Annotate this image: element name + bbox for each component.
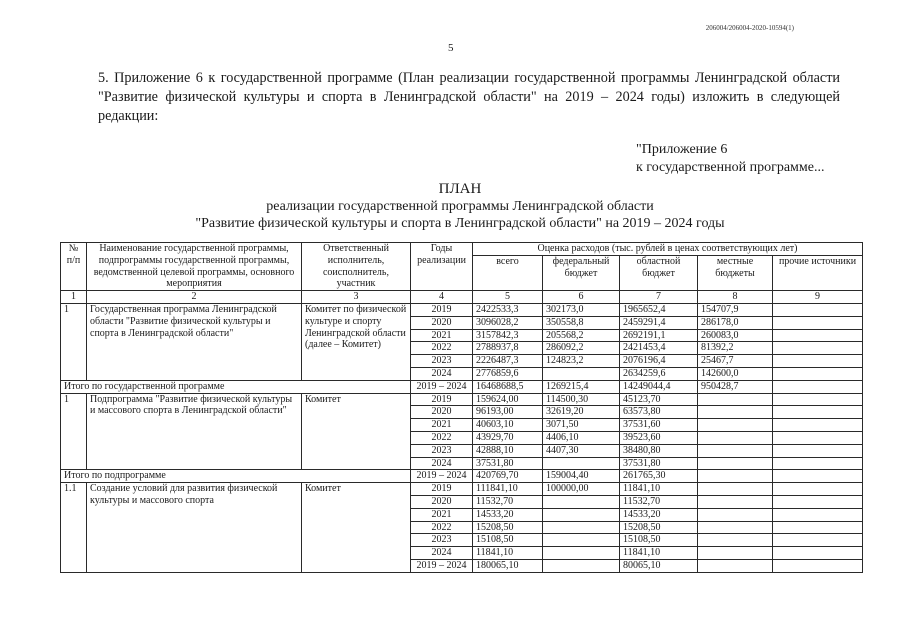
col-number: 1 xyxy=(61,291,87,304)
cell-local: 950428,7 xyxy=(698,380,773,393)
cell-other xyxy=(773,559,863,572)
cell-regional: 15208,50 xyxy=(620,521,698,534)
header-estimate: Оценка расходов (тыс. рублей в ценах соответствующих лет) xyxy=(473,243,863,256)
cell-local xyxy=(698,457,773,470)
cell-local xyxy=(698,393,773,406)
cell-total: 16468688,5 xyxy=(473,380,543,393)
cell-federal: 159004,40 xyxy=(543,470,620,483)
cell-regional: 14249044,4 xyxy=(620,380,698,393)
plan-table xyxy=(60,242,863,573)
row-executor: Комитет xyxy=(302,393,411,470)
cell-local xyxy=(698,444,773,457)
row-number: 1 xyxy=(61,303,87,380)
table-row xyxy=(61,393,863,406)
cell-federal: 286092,2 xyxy=(543,342,620,355)
cell-federal: 302173,0 xyxy=(543,303,620,316)
cell-federal xyxy=(543,508,620,521)
col-number: 7 xyxy=(620,291,698,304)
cell-total: 2226487,3 xyxy=(473,355,543,368)
cell-local: 286178,0 xyxy=(698,316,773,329)
cell-year: 2019 xyxy=(411,483,473,496)
cell-year: 2023 xyxy=(411,444,473,457)
cell-local: 260083,0 xyxy=(698,329,773,342)
cell-year: 2023 xyxy=(411,534,473,547)
cell-regional: 37531,60 xyxy=(620,419,698,432)
cell-total: 420769,70 xyxy=(473,470,543,483)
cell-regional: 11841,10 xyxy=(620,483,698,496)
cell-regional: 1965652,4 xyxy=(620,303,698,316)
cell-local: 142600,0 xyxy=(698,367,773,380)
cell-total: 180065,10 xyxy=(473,559,543,572)
header-local: местные бюджеты xyxy=(698,256,773,291)
cell-regional: 11841,10 xyxy=(620,547,698,560)
cell-local xyxy=(698,406,773,419)
table-row xyxy=(61,303,863,316)
plan-title-line-1: ПЛАН xyxy=(438,181,482,197)
cell-federal xyxy=(543,495,620,508)
cell-federal xyxy=(543,521,620,534)
cell-regional: 15108,50 xyxy=(620,534,698,547)
cell-federal: 124823,2 xyxy=(543,355,620,368)
cell-other xyxy=(773,483,863,496)
cell-regional: 2421453,4 xyxy=(620,342,698,355)
cell-local xyxy=(698,534,773,547)
cell-year: 2019 – 2024 xyxy=(411,470,473,483)
cell-year: 2022 xyxy=(411,342,473,355)
cell-local xyxy=(698,419,773,432)
cell-local: 154707,9 xyxy=(698,303,773,316)
column-number-row xyxy=(61,291,863,304)
cell-regional: 39523,60 xyxy=(620,431,698,444)
cell-regional: 14533,20 xyxy=(620,508,698,521)
plan-table-body xyxy=(61,303,863,572)
row-number: 1.1 xyxy=(61,483,87,573)
col-number: 3 xyxy=(302,291,411,304)
cell-other xyxy=(773,457,863,470)
header-num: № п/п xyxy=(61,243,87,291)
header-other: прочие источники xyxy=(773,256,863,291)
summary-row xyxy=(61,380,863,393)
header-years: Годы реализации xyxy=(411,243,473,291)
cell-total: 2776859,6 xyxy=(473,367,543,380)
col-number: 2 xyxy=(87,291,302,304)
cell-other xyxy=(773,329,863,342)
cell-total: 14533,20 xyxy=(473,508,543,521)
cell-other xyxy=(773,431,863,444)
cell-other xyxy=(773,393,863,406)
summary-label: Итого по подпрограмме xyxy=(61,470,411,483)
cell-year: 2021 xyxy=(411,508,473,521)
header-executor: Ответственный исполнитель, соисполнитель, участник xyxy=(302,243,411,291)
cell-regional: 37531,80 xyxy=(620,457,698,470)
row-name: Государственная программа Ленинградской области "Развитие физической культуры и спорта в Ленинградской области" xyxy=(87,303,302,380)
cell-year: 2021 xyxy=(411,329,473,342)
cell-regional: 80065,10 xyxy=(620,559,698,572)
cell-federal xyxy=(543,367,620,380)
cell-year: 2019 – 2024 xyxy=(411,380,473,393)
cell-other xyxy=(773,355,863,368)
cell-local xyxy=(698,483,773,496)
header-total: всего xyxy=(473,256,543,291)
cell-regional: 2692191,1 xyxy=(620,329,698,342)
row-name: Создание условий для развития физической культуры и массового спорта xyxy=(87,483,302,573)
cell-total: 2422533,3 xyxy=(473,303,543,316)
intro-paragraph xyxy=(62,69,840,126)
table-row xyxy=(61,483,863,496)
appendix-line-1: "Приложение 6 xyxy=(636,142,728,157)
cell-federal: 100000,00 xyxy=(543,483,620,496)
cell-total: 15108,50 xyxy=(473,534,543,547)
cell-total: 42888,10 xyxy=(473,444,543,457)
cell-total: 37531,80 xyxy=(473,457,543,470)
document-id: 206004/206004-2020-10594(1) xyxy=(705,24,794,32)
cell-other xyxy=(773,534,863,547)
cell-regional: 261765,30 xyxy=(620,470,698,483)
cell-total: 96193,00 xyxy=(473,406,543,419)
cell-year: 2019 – 2024 xyxy=(411,559,473,572)
header-row-1 xyxy=(61,243,863,256)
page-number: 5 xyxy=(448,42,454,54)
cell-year: 2024 xyxy=(411,457,473,470)
cell-total: 15208,50 xyxy=(473,521,543,534)
cell-total: 2788937,8 xyxy=(473,342,543,355)
header-name: Наименование государственной программы, подпрограммы государственной программы, ведомственной целевой программы, основного мероприятия xyxy=(87,243,302,291)
header-regional: областной бюджет xyxy=(620,256,698,291)
cell-year: 2020 xyxy=(411,495,473,508)
cell-other xyxy=(773,342,863,355)
col-number: 5 xyxy=(473,291,543,304)
plan-title-line-2: реализации государственной программы Ленинградской области xyxy=(266,199,654,214)
cell-local: 81392,2 xyxy=(698,342,773,355)
cell-other xyxy=(773,303,863,316)
cell-total: 43929,70 xyxy=(473,431,543,444)
cell-federal: 3071,50 xyxy=(543,419,620,432)
cell-local: 25467,7 xyxy=(698,355,773,368)
cell-federal: 4406,10 xyxy=(543,431,620,444)
cell-local xyxy=(698,521,773,534)
row-name: Подпрограмма "Развитие физической культуры и массового спорта в Ленинградской области" xyxy=(87,393,302,470)
cell-year: 2020 xyxy=(411,316,473,329)
appendix-reference xyxy=(636,141,824,177)
cell-year: 2024 xyxy=(411,547,473,560)
cell-federal: 1269215,4 xyxy=(543,380,620,393)
cell-other xyxy=(773,495,863,508)
cell-regional: 11532,70 xyxy=(620,495,698,508)
cell-federal: 4407,30 xyxy=(543,444,620,457)
cell-local xyxy=(698,559,773,572)
cell-regional: 2634259,6 xyxy=(620,367,698,380)
cell-regional: 63573,80 xyxy=(620,406,698,419)
summary-label: Итого по государственной программе xyxy=(61,380,411,393)
cell-federal: 32619,20 xyxy=(543,406,620,419)
row-executor: Комитет xyxy=(302,483,411,573)
cell-other xyxy=(773,470,863,483)
cell-year: 2019 xyxy=(411,393,473,406)
cell-federal xyxy=(543,547,620,560)
cell-year: 2023 xyxy=(411,355,473,368)
cell-regional: 38480,80 xyxy=(620,444,698,457)
cell-year: 2019 xyxy=(411,303,473,316)
cell-other xyxy=(773,521,863,534)
cell-local xyxy=(698,470,773,483)
intro-paragraph-text: 5. Приложение 6 к государственной программе (План реализации государственной программы Ленинградской области "Развитие физической культуры и спорта в Ленинградской области" на 2019 – 2024 годы) изложить в следующей редакции: xyxy=(98,70,840,124)
cell-local xyxy=(698,547,773,560)
cell-other xyxy=(773,508,863,521)
col-number: 4 xyxy=(411,291,473,304)
plan-title xyxy=(120,181,800,232)
cell-year: 2022 xyxy=(411,431,473,444)
cell-regional: 2076196,4 xyxy=(620,355,698,368)
col-number: 9 xyxy=(773,291,863,304)
cell-total: 11532,70 xyxy=(473,495,543,508)
cell-total: 11841,10 xyxy=(473,547,543,560)
cell-local xyxy=(698,508,773,521)
cell-local xyxy=(698,431,773,444)
header-federal: федеральный бюджет xyxy=(543,256,620,291)
cell-other xyxy=(773,316,863,329)
cell-year: 2020 xyxy=(411,406,473,419)
cell-regional: 2459291,4 xyxy=(620,316,698,329)
cell-total: 3157842,3 xyxy=(473,329,543,342)
cell-year: 2021 xyxy=(411,419,473,432)
cell-federal xyxy=(543,559,620,572)
col-number: 6 xyxy=(543,291,620,304)
cell-federal xyxy=(543,534,620,547)
appendix-line-2: к государственной программе... xyxy=(636,160,825,175)
row-number: 1 xyxy=(61,393,87,470)
summary-row xyxy=(61,470,863,483)
row-executor: Комитет по физической культуре и спорту Ленинградской области (далее – Комитет) xyxy=(302,303,411,380)
cell-total: 159624,00 xyxy=(473,393,543,406)
cell-federal: 114500,30 xyxy=(543,393,620,406)
cell-other xyxy=(773,367,863,380)
cell-other xyxy=(773,444,863,457)
cell-federal: 205568,2 xyxy=(543,329,620,342)
cell-other xyxy=(773,380,863,393)
cell-year: 2022 xyxy=(411,521,473,534)
cell-other xyxy=(773,419,863,432)
col-number: 8 xyxy=(698,291,773,304)
cell-other xyxy=(773,406,863,419)
cell-federal xyxy=(543,457,620,470)
cell-total: 40603,10 xyxy=(473,419,543,432)
cell-local xyxy=(698,495,773,508)
cell-year: 2024 xyxy=(411,367,473,380)
cell-federal: 350558,8 xyxy=(543,316,620,329)
plan-title-line-3: "Развитие физической культуры и спорта в Ленинградской области" на 2019 – 2024 годы xyxy=(195,216,725,231)
cell-regional: 45123,70 xyxy=(620,393,698,406)
cell-total: 111841,10 xyxy=(473,483,543,496)
cell-total: 3096028,2 xyxy=(473,316,543,329)
cell-other xyxy=(773,547,863,560)
